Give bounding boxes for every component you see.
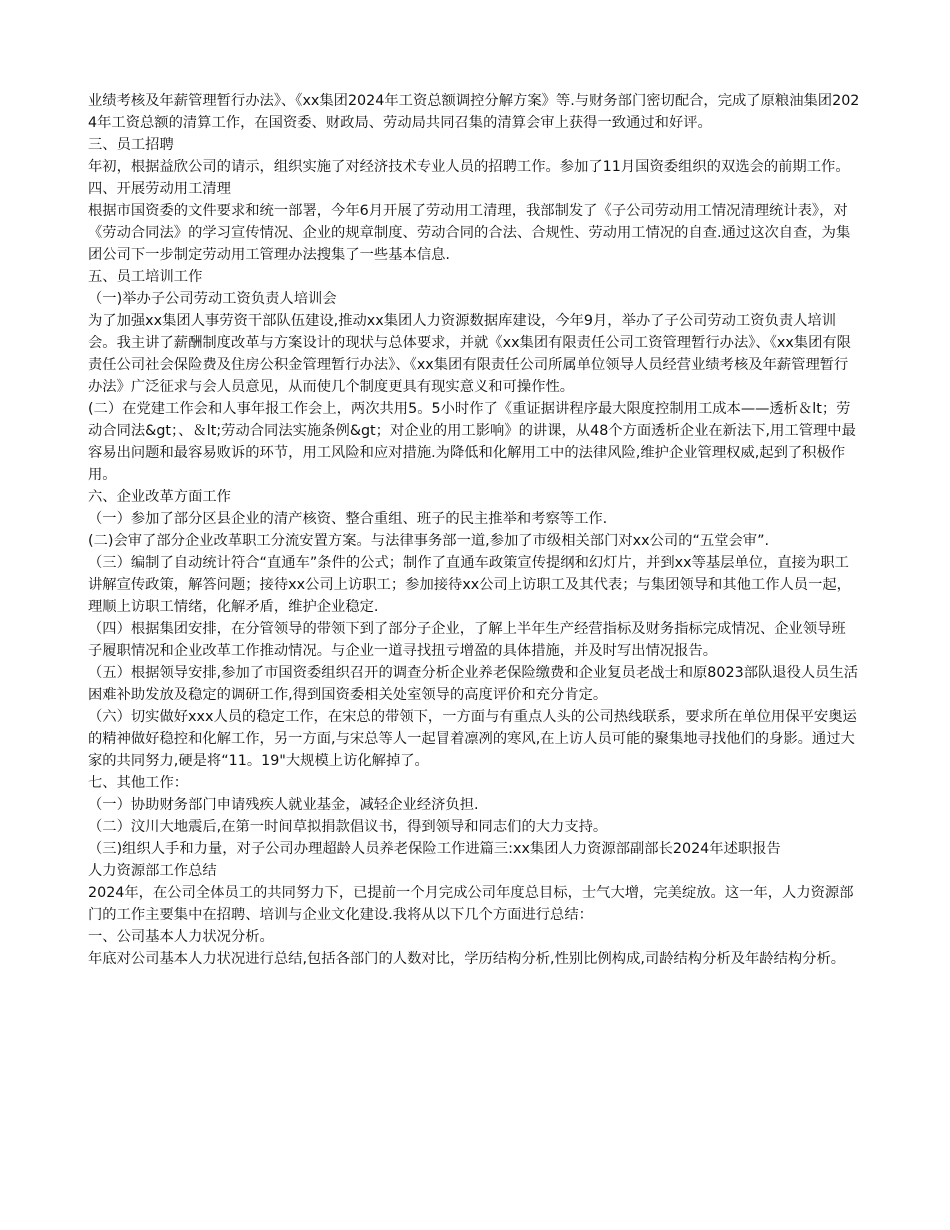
- paragraph: 业绩考核及年薪管理暂行办法》、《xx集团2024年工资总额调控分解方案》等.与财务部门密切配合，完成了原粮油集团2024年工资总额的清算工作，在国资委、财政局、劳动局共同召集的清算会审上获得一致通过和好评。: [88, 93, 860, 131]
- list-item: (二)会审了部分企业改革职工分流安置方案。与法律事务部一道,参加了市级相关部门对xx公司的“五堂会审”.: [88, 533, 770, 549]
- section-heading: 三、员工招聘: [88, 137, 174, 153]
- list-item: （一）协助财务部门申请残疾人就业基金，减轻企业经济负担.: [88, 797, 479, 813]
- section-heading: 七、其他工作：: [88, 775, 189, 791]
- section-heading: 四、开展劳动用工清理: [88, 181, 231, 197]
- section-heading: 六、企业改革方面工作: [88, 489, 231, 505]
- paragraph: 年底对公司基本人力状况进行总结,包括各部门的人数对比，学历结构分析,性别比例构成,司龄结构分析及年龄结构分析。: [88, 951, 846, 967]
- paragraph: 为了加强xx集团人事劳资干部队伍建设,推动xx集团人力资源数据库建设，今年9月，举办了子公司劳动工资负责人培训会。我主讲了薪酬制度改革与方案设计的现状与总体要求，并就《xx集团有限责任公司工资管理暂行办法》、《xx集团有限责任公司社会保险费及住房公积金管理暂行办法》、《xx集团有限责任公司所属单位领导人员经营业绩考核及年薪管理暂行办法》广泛征求与会人员意见，从而使几个制度更具有现实意义和可操作性。: [88, 313, 851, 395]
- paragraph: 2024年，在公司全体员工的共同努力下，已提前一个月完成公司年度总目标，士气大增，完美绽放。这一年，人力资源部门的工作主要集中在招聘、培训与企业文化建设.我将从以下几个方面进行总结：: [88, 885, 854, 923]
- list-item: （五）根据领导安排,参加了市国资委组织召开的调查分析企业养老保险缴费和企业复员老战士和原8023部队退役人员生活困难补助发放及稳定的调研工作,得到国资委相关处室领导的高度评价和充分肯定。: [88, 665, 859, 703]
- document-body: [88, 90, 860, 970]
- list-item: （六）切实做好xxx人员的稳定工作，在宋总的带领下，一方面与有重点人头的公司热线联系，要求所在单位用保平安奥运的精神做好稳控和化解工作，另一方面,与宋总等人一起冒着凛冽的寒风,在上访人员可能的聚集地寻找他们的身影。通过大家的共同努力,硬是将“11。19"大规模上访化解掉了。: [88, 709, 857, 769]
- document-title: 人力资源部工作总结: [88, 863, 217, 879]
- list-item: （三）编制了自动统计符合“直通车”条件的公式；制作了直通车政策宣传提纲和幻灯片，并到xx等基层单位，直接为职工讲解宣传政策，解答问题；接待xx公司上访职工；参加接待xx公司上访职工及其代表；与集团领导和其他工作人员一起，理顺上访职工情绪，化解矛盾，维护企业稳定.: [88, 555, 851, 615]
- paragraph: (二）在党建工作会和人事年报工作会上，两次共用5。5小时作了《重证据讲程序最大限度控制用工成本——透析＆lt；劳动合同法&gt；、＆lt;劳动合同法实施条例&gt；对企业的用工影响》的讲课，从48个方面透析企业在新法下,用工管理中最容易出问题和最容易败诉的环节，用工风险和应对措施.为降低和化解用工中的法律风险,维护企业管理权威,起到了积极作用。: [88, 401, 856, 483]
- paragraph: 年初，根据益欣公司的请示，组织实施了对经济技术专业人员的招聘工作。参加了11月国资委组织的双选会的前期工作。: [88, 159, 850, 175]
- section-heading: 五、员工培训工作: [88, 269, 203, 285]
- list-item: （一）参加了部分区县企业的清产核资、整合重组、班子的民主推举和考察等工作.: [88, 511, 608, 527]
- list-item: （二）汶川大地震后,在第一时间草拟捐款倡议书，得到领导和同志们的大力支持。: [88, 819, 608, 835]
- list-item: （四）根据集团安排，在分管领导的带领下到了部分子企业，了解上半年生产经营指标及财务指标完成情况、企业领导班子履职情况和企业改革工作推动情况。与企业一道寻找扭亏增盈的具体措施，并及时写出情况报告。: [88, 621, 846, 659]
- paragraph: 根据市国资委的文件要求和统一部署，今年6月开展了劳动用工清理，我部制发了《子公司劳动用工情况清理统计表》，对《劳动合同法》的学习宣传情况、企业的规章制度、劳动合同的合法、合规性、劳动用工情况的自查.通过这次自查，为集团公司下一步制定劳动用工管理办法搜集了一些基本信息.: [88, 203, 851, 263]
- subsection-heading: （一)举办子公司劳动工资负责人培训会: [88, 291, 337, 307]
- list-item: （三)组织人手和力量，对子公司办理超龄人员养老保险工作进篇三:xx集团人力资源部副部长2024年述职报告: [88, 841, 781, 857]
- section-heading: 一、公司基本人力状况分析。: [88, 929, 274, 945]
